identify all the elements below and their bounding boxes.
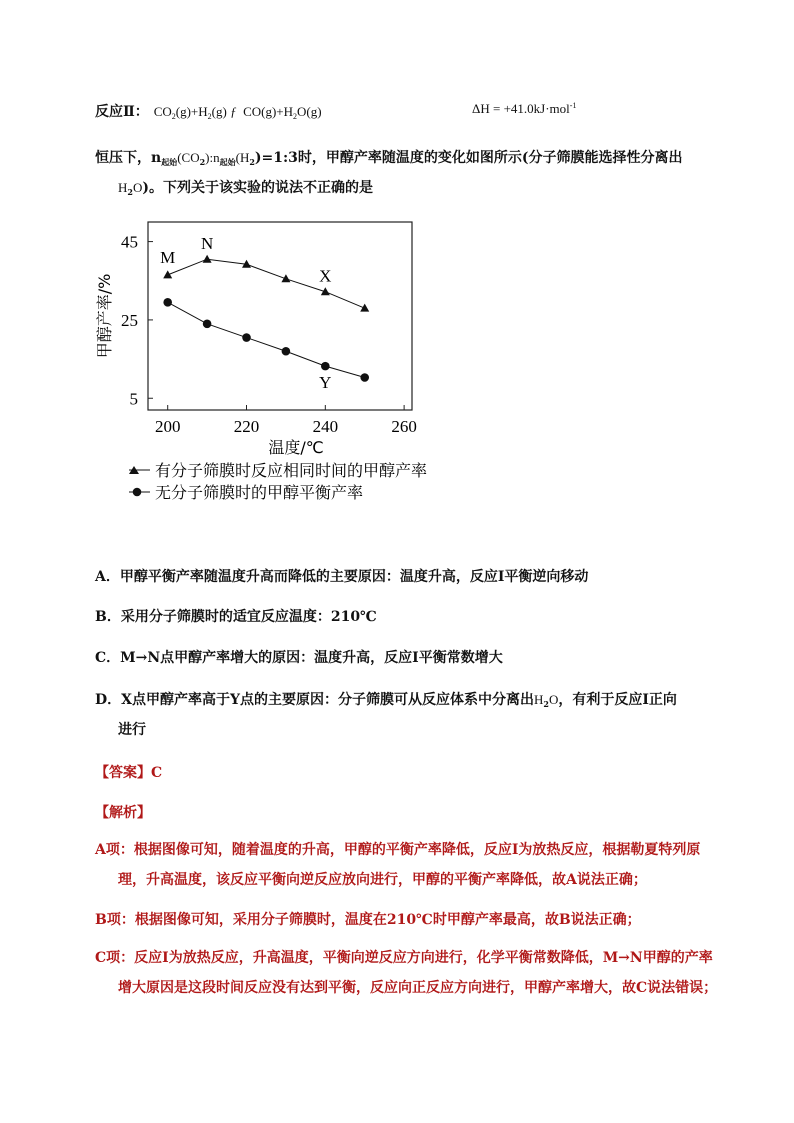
option-d-line-1: D．X点甲醇产率高于Y点的主要原因：分子筛膜可从反应体系中分离出$H_2O$，有利于反应Ⅰ正向	[95, 692, 677, 709]
point-label-y: Y	[319, 373, 332, 393]
x-tick-label: 240	[312, 417, 339, 436]
point-label-n: N	[200, 234, 214, 254]
circle-point	[321, 362, 330, 371]
y-tick-label: 25	[121, 310, 138, 330]
legend-item-circle	[129, 483, 363, 502]
legend	[129, 461, 427, 502]
y-tick-label: 45	[121, 232, 138, 252]
analysis-b: B项：根据图像可知，采用分子筛膜时，温度在210℃时甲醇产率最高，故B说法正确；	[95, 912, 641, 928]
question-line-2: $H_2O$)。下列关于该实验的说法不正确的是	[118, 180, 373, 197]
y-tick-label: 5	[129, 389, 138, 409]
reaction-2-label: 反应Ⅱ：	[95, 104, 149, 120]
reaction-2-equation: $CO_2(g)+H_2(g)$ ƒ $CO(g)+H_2O(g)$	[153, 104, 322, 121]
analysis-heading: 【解析】	[95, 805, 151, 821]
option-b: B．采用分子筛膜时的适宜反应温度：210℃	[95, 609, 377, 625]
circle-point	[203, 320, 212, 329]
circle-point	[163, 298, 172, 307]
legend-label-2: 无分子筛膜时的甲醇平衡产率	[155, 483, 364, 502]
circle-point	[242, 333, 251, 342]
triangle-point	[281, 274, 290, 282]
circle-point	[282, 347, 291, 356]
analysis-c: C项：反应Ⅰ为放热反应，升高温度，平衡向逆反应方向进行，化学平衡常数降低，M→N甲醇的产率增大原因是这段时间反应没有达到平衡，反应向正反应方向进行，甲醇产率增大，故C说法错误；	[95, 950, 718, 996]
question-line-1: 恒压下，$n_{起始}(CO_2):n_{起始}(H_2)=1:3$时，甲醇产率随温度的变化如图所示(分子筛膜能选择性分离出	[95, 150, 683, 167]
triangle-point	[360, 304, 369, 312]
x-tick-label: 220	[233, 417, 260, 436]
point-label-m: M	[160, 247, 176, 267]
option-c: C．M→N点甲醇产率增大的原因：温度升高，反应Ⅰ平衡常数增大	[95, 650, 503, 666]
option-d-line-2: 进行	[118, 722, 146, 738]
reaction-2-line	[95, 101, 322, 121]
legend-item-triangle	[129, 461, 427, 480]
methanol-yield-chart	[0, 200, 794, 530]
circle-point	[360, 373, 369, 382]
answer: 【答案】C	[95, 765, 163, 781]
y-axis-label: 甲醇产率/%	[95, 273, 114, 359]
triangle-point	[321, 287, 330, 295]
series-line-2	[168, 302, 365, 377]
x-tick-label: 200	[154, 417, 181, 436]
series-line-1	[168, 259, 365, 308]
legend-label-1: 有分子筛膜时反应相同时间的甲醇产率	[155, 461, 428, 480]
point-label-x: X	[319, 266, 332, 286]
enthalpy-change: ΔH = +41.0kJ·mol$^{-1}$	[472, 101, 577, 116]
plot-frame	[148, 222, 412, 410]
x-axis-label: 温度/℃	[268, 438, 324, 457]
triangle-point	[203, 255, 212, 263]
circle-marker-icon	[133, 488, 142, 497]
x-tick-label: 260	[391, 417, 417, 436]
option-a: A．甲醇平衡产率随温度升高而降低的主要原因：温度升高，反应Ⅰ平衡逆向移动	[95, 569, 589, 585]
triangle-point	[163, 270, 172, 278]
analysis-a: A项：根据图像可知，随着温度的升高，甲醇的平衡产率降低，反应Ⅰ为放热反应，根据勒夏特列原理，升高温度，该反应平衡向逆反应放向进行，甲醇的平衡产率降低，故A说法正确；	[95, 842, 701, 888]
